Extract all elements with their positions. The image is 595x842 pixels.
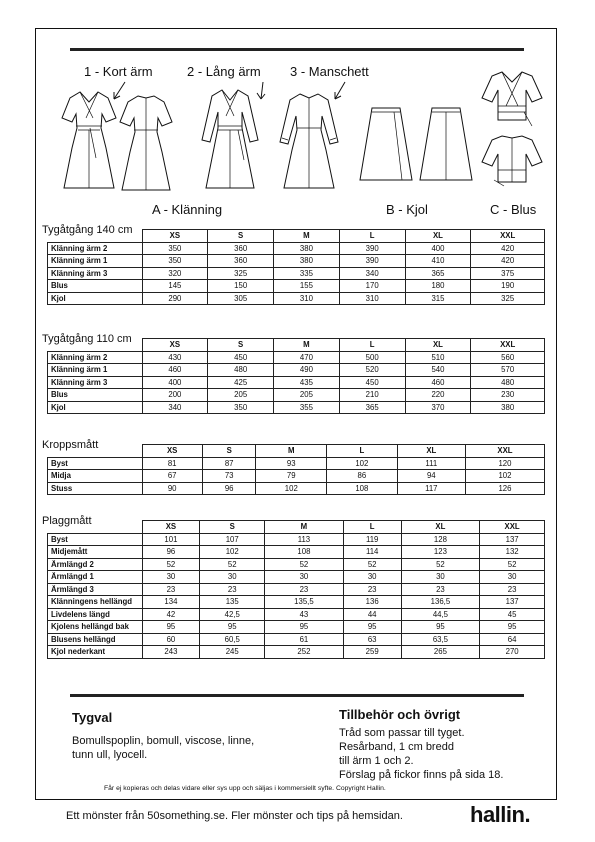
fabric-110-title: Tygåtgång 110 cm (42, 333, 132, 345)
row-label: Ärmlängd 3 (48, 583, 143, 596)
table-cell: 95 (142, 621, 200, 634)
body-measurements-title: Kroppsmått (42, 439, 99, 451)
table-cell: 61 (265, 633, 344, 646)
table-row (48, 621, 545, 634)
table-cell: 30 (142, 571, 200, 584)
table-cell: 325 (471, 292, 545, 305)
notions-line-4: Förslag på fickor finns på sida 18. (339, 769, 504, 781)
table-cell: 355 (274, 401, 340, 414)
table-cell: 510 (405, 351, 471, 364)
size-header-cell: XS (142, 339, 208, 352)
table-cell: 145 (142, 280, 208, 293)
table-cell: 265 (401, 646, 480, 659)
table-cell: 23 (200, 583, 265, 596)
table-cell: 400 (142, 376, 208, 389)
table-cell: 500 (339, 351, 405, 364)
blouse-back-illustration (480, 132, 544, 192)
size-header-cell: S (208, 230, 274, 243)
table-cell: 43 (265, 608, 344, 621)
table-cell: 86 (327, 470, 398, 483)
table-cell: 114 (343, 546, 401, 559)
table-cell: 23 (265, 583, 344, 596)
table-row (48, 571, 545, 584)
table-row (48, 608, 545, 621)
table-cell: 52 (343, 558, 401, 571)
table-cell: 30 (343, 571, 401, 584)
table-cell: 52 (401, 558, 480, 571)
table-cell: 117 (397, 482, 465, 495)
table-row (48, 457, 545, 470)
size-header-row (48, 230, 545, 243)
table-cell: 150 (208, 280, 274, 293)
table-cell: 137 (480, 596, 545, 609)
table-cell: 310 (339, 292, 405, 305)
size-header-cell: S (202, 445, 256, 458)
table-cell: 52 (200, 558, 265, 571)
size-header-cell: XS (142, 230, 208, 243)
table-cell: 400 (405, 242, 471, 255)
table-cell: 95 (480, 621, 545, 634)
size-header-cell: XL (401, 521, 480, 534)
table-cell: 30 (401, 571, 480, 584)
table-cell: 136 (343, 596, 401, 609)
table-cell: 425 (208, 376, 274, 389)
table-cell: 135 (200, 596, 265, 609)
table-cell: 155 (274, 280, 340, 293)
table-cell: 320 (142, 267, 208, 280)
garment-measurements-title: Plaggmått (42, 515, 92, 527)
table-cell: 390 (339, 255, 405, 268)
table-cell: 23 (480, 583, 545, 596)
size-header-row (48, 339, 545, 352)
table-cell: 350 (142, 255, 208, 268)
table-cell: 200 (142, 389, 208, 402)
fabric-heading: Tygval (72, 710, 113, 725)
table-cell: 490 (274, 364, 340, 377)
table-cell: 420 (471, 255, 545, 268)
table-cell: 460 (405, 376, 471, 389)
table-cell: 360 (208, 255, 274, 268)
group-label-blouse: C - Blus (490, 202, 537, 217)
size-header-cell: XXL (471, 230, 545, 243)
table-cell: 137 (480, 533, 545, 546)
table-cell: 520 (339, 364, 405, 377)
table-cell: 119 (343, 533, 401, 546)
size-header-cell: S (200, 521, 265, 534)
size-header-cell: XS (142, 445, 202, 458)
table-cell: 101 (142, 533, 200, 546)
size-header-cell: L (339, 339, 405, 352)
table-cell: 23 (142, 583, 200, 596)
table-cell: 44 (343, 608, 401, 621)
table-row (48, 546, 545, 559)
table-cell: 111 (397, 457, 465, 470)
table-cell: 205 (208, 389, 274, 402)
table-cell: 45 (480, 608, 545, 621)
table-cell: 305 (208, 292, 274, 305)
table-cell: 107 (200, 533, 265, 546)
table-cell: 102 (256, 482, 327, 495)
size-header-cell: XXL (471, 339, 545, 352)
table-cell: 480 (208, 364, 274, 377)
table-row (48, 267, 545, 280)
table-cell: 95 (265, 621, 344, 634)
table-cell: 30 (480, 571, 545, 584)
table-cell: 190 (471, 280, 545, 293)
table-cell: 135,5 (265, 596, 344, 609)
row-label: Blus (48, 389, 143, 402)
table-cell: 79 (256, 470, 327, 483)
dress-long-sleeve-back-illustration (218, 108, 268, 198)
size-header-cell: S (208, 339, 274, 352)
table-row (48, 376, 545, 389)
fabric-140-table (47, 229, 545, 305)
table-cell: 310 (274, 292, 340, 305)
notions-line-2: Resårband, 1 cm bredd (339, 741, 454, 753)
row-label: Blus (48, 280, 143, 293)
table-cell: 93 (256, 457, 327, 470)
table-cell: 380 (274, 255, 340, 268)
table-cell: 102 (327, 457, 398, 470)
group-label-dress: A - Klänning (152, 202, 223, 217)
size-header-cell: L (339, 230, 405, 243)
table-cell: 365 (405, 267, 471, 280)
table-cell: 128 (401, 533, 480, 546)
row-label: Klänning ärm 2 (48, 242, 143, 255)
table-row (48, 533, 545, 546)
size-header-cell: XXL (480, 521, 545, 534)
fabric-110-table (47, 338, 545, 414)
table-cell: 67 (142, 470, 202, 483)
table-cell: 108 (327, 482, 398, 495)
table-row (48, 292, 545, 305)
table-cell: 243 (142, 646, 200, 659)
top-rule (70, 48, 524, 51)
table-cell: 102 (465, 470, 544, 483)
table-cell: 94 (397, 470, 465, 483)
hallin-logo: hallin. (470, 802, 531, 827)
size-header-cell: M (256, 445, 327, 458)
table-cell: 81 (142, 457, 202, 470)
table-cell: 180 (405, 280, 471, 293)
table-cell: 30 (200, 571, 265, 584)
size-header-cell: XS (142, 521, 200, 534)
table-cell: 420 (471, 242, 545, 255)
table-row (48, 646, 545, 659)
table-cell: 245 (200, 646, 265, 659)
table-cell: 60,5 (200, 633, 265, 646)
row-label: Byst (48, 533, 143, 546)
table-cell: 52 (265, 558, 344, 571)
table-cell: 360 (208, 242, 274, 255)
dress-short-sleeve-front-illustration (60, 88, 118, 193)
table-cell: 30 (265, 571, 344, 584)
table-row (48, 558, 545, 571)
style-label-short-sleeve: 1 - Kort ärm (84, 64, 153, 79)
size-header-cell: XL (405, 339, 471, 352)
table-cell: 450 (208, 351, 274, 364)
table-cell: 435 (274, 376, 340, 389)
table-row (48, 482, 545, 495)
size-header-cell: M (274, 339, 340, 352)
table-cell: 380 (274, 242, 340, 255)
table-cell: 126 (465, 482, 544, 495)
body-measurements-table (47, 444, 545, 495)
row-label: Midja (48, 470, 143, 483)
row-label: Klänning ärm 1 (48, 255, 143, 268)
row-label: Stuss (48, 482, 143, 495)
table-cell: 23 (343, 583, 401, 596)
dress-short-sleeve-back-illustration (118, 92, 174, 194)
table-cell: 95 (200, 621, 265, 634)
row-label: Ärmlängd 1 (48, 571, 143, 584)
table-cell: 64 (480, 633, 545, 646)
table-cell: 123 (401, 546, 480, 559)
table-cell: 73 (202, 470, 256, 483)
table-corner (48, 521, 143, 534)
row-label: Klänning ärm 1 (48, 364, 143, 377)
size-header-row (48, 445, 545, 458)
style-label-long-sleeve: 2 - Lång ärm (187, 64, 261, 79)
table-cell: 95 (401, 621, 480, 634)
table-cell: 42 (142, 608, 200, 621)
table-cell: 170 (339, 280, 405, 293)
bottom-rule (70, 694, 524, 697)
row-label: Kjol (48, 292, 143, 305)
table-cell: 290 (142, 292, 208, 305)
table-cell: 230 (471, 389, 545, 402)
row-label: Klänning ärm 2 (48, 351, 143, 364)
table-cell: 350 (208, 401, 274, 414)
row-label: Midjemått (48, 546, 143, 559)
table-cell: 380 (471, 401, 545, 414)
table-cell: 87 (202, 457, 256, 470)
table-row (48, 255, 545, 268)
table-cell: 96 (142, 546, 200, 559)
skirt-back-illustration (418, 104, 474, 184)
fabric-140-title: Tygåtgång 140 cm (42, 224, 133, 236)
table-cell: 90 (142, 482, 202, 495)
table-cell: 44,5 (401, 608, 480, 621)
table-row (48, 389, 545, 402)
size-header-cell: M (274, 230, 340, 243)
blouse-front-illustration (480, 68, 544, 130)
table-cell: 370 (405, 401, 471, 414)
table-cell: 52 (142, 558, 200, 571)
row-label: Kjol (48, 401, 143, 414)
table-cell: 450 (339, 376, 405, 389)
size-header-cell: XL (397, 445, 465, 458)
notions-heading: Tillbehör och övrigt (339, 707, 461, 722)
table-cell: 42,5 (200, 608, 265, 621)
table-cell: 335 (274, 267, 340, 280)
table-cell: 136,5 (401, 596, 480, 609)
table-cell: 410 (405, 255, 471, 268)
table-row (48, 401, 545, 414)
table-cell: 460 (142, 364, 208, 377)
copyright-notice: Får ej kopieras och delas vidare eller sys upp och säljas i kommersiellt syfte. Copyright Hallin. (104, 785, 386, 792)
fabric-line-1: Bomullspoplin, bomull, viscose, linne, (72, 735, 255, 747)
table-row (48, 596, 545, 609)
table-row (48, 470, 545, 483)
size-header-cell: L (327, 445, 398, 458)
table-cell: 470 (274, 351, 340, 364)
table-cell: 205 (274, 389, 340, 402)
dress-cuff-illustration (278, 90, 340, 194)
table-cell: 270 (480, 646, 545, 659)
row-label: Blusens hellängd (48, 633, 143, 646)
table-cell: 52 (480, 558, 545, 571)
notions-line-1: Tråd som passar till tyget. (339, 727, 465, 739)
row-label: Klänning ärm 3 (48, 267, 143, 280)
table-cell: 350 (142, 242, 208, 255)
table-cell: 113 (265, 533, 344, 546)
table-cell: 252 (265, 646, 344, 659)
table-cell: 96 (202, 482, 256, 495)
size-header-cell: XXL (465, 445, 544, 458)
table-cell: 340 (339, 267, 405, 280)
table-row (48, 583, 545, 596)
table-cell: 560 (471, 351, 545, 364)
table-cell: 210 (339, 389, 405, 402)
garment-measurements-table (47, 520, 545, 659)
size-header-row (48, 521, 545, 534)
table-row (48, 280, 545, 293)
table-cell: 23 (401, 583, 480, 596)
table-cell: 340 (142, 401, 208, 414)
size-header-cell: L (343, 521, 401, 534)
table-row (48, 242, 545, 255)
row-label: Klänning ärm 3 (48, 376, 143, 389)
table-cell: 480 (471, 376, 545, 389)
table-row (48, 351, 545, 364)
table-cell: 540 (405, 364, 471, 377)
table-cell: 220 (405, 389, 471, 402)
notions-line-3: till ärm 1 och 2. (339, 755, 414, 767)
table-cell: 63 (343, 633, 401, 646)
table-cell: 102 (200, 546, 265, 559)
size-header-cell: XL (405, 230, 471, 243)
row-label: Kjolens hellängd bak (48, 621, 143, 634)
footer-text: Ett mönster från 50something.se. Fler mönster och tips på hemsidan. (66, 810, 403, 822)
row-label: Livdelens längd (48, 608, 143, 621)
table-corner (48, 445, 143, 458)
table-cell: 132 (480, 546, 545, 559)
row-label: Kjol nederkant (48, 646, 143, 659)
table-cell: 120 (465, 457, 544, 470)
table-cell: 570 (471, 364, 545, 377)
row-label: Ärmlängd 2 (48, 558, 143, 571)
style-label-cuff: 3 - Manschett (290, 64, 369, 79)
size-header-cell: M (265, 521, 344, 534)
table-row (48, 633, 545, 646)
table-cell: 430 (142, 351, 208, 364)
table-corner (48, 339, 143, 352)
table-cell: 95 (343, 621, 401, 634)
fabric-line-2: tunn ull, lyocell. (72, 749, 148, 761)
table-cell: 325 (208, 267, 274, 280)
table-cell: 134 (142, 596, 200, 609)
table-cell: 365 (339, 401, 405, 414)
table-cell: 60 (142, 633, 200, 646)
row-label: Byst (48, 457, 143, 470)
row-label: Klänningens hellängd (48, 596, 143, 609)
table-cell: 375 (471, 267, 545, 280)
table-row (48, 364, 545, 377)
table-cell: 315 (405, 292, 471, 305)
table-cell: 63,5 (401, 633, 480, 646)
table-cell: 390 (339, 242, 405, 255)
skirt-front-illustration (358, 104, 414, 184)
table-cell: 108 (265, 546, 344, 559)
table-cell: 259 (343, 646, 401, 659)
table-corner (48, 230, 143, 243)
group-label-skirt: B - Kjol (386, 202, 428, 217)
